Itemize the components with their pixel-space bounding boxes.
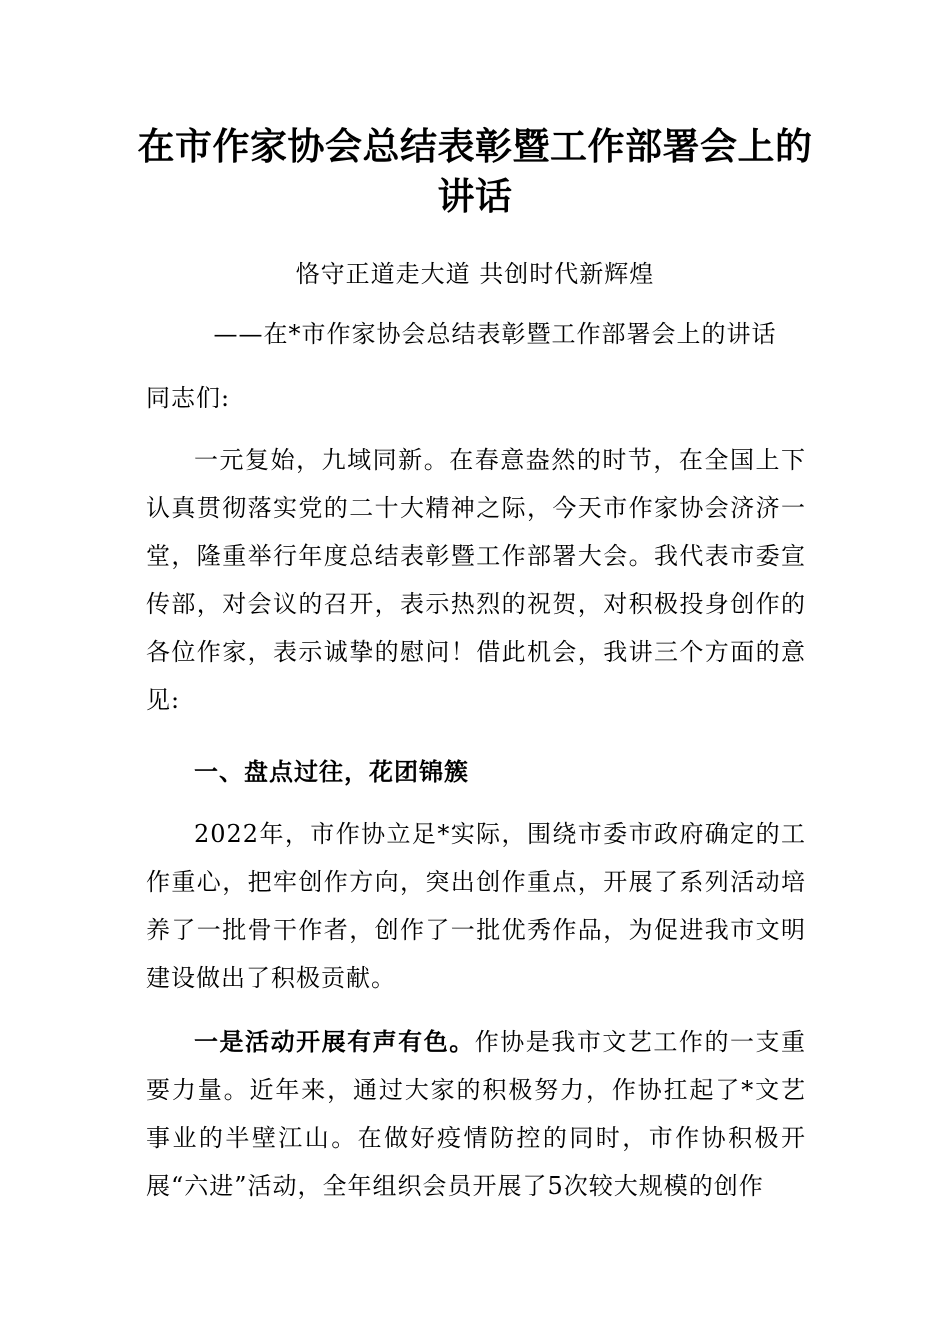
document-subtitle: 恪守正道走大道 共创时代新辉煌 <box>295 260 655 288</box>
salutation: 同志们: <box>146 384 231 412</box>
intro-paragraph: 一元复始，九域同新。在春意盎然的时节，在全国上下认真贯彻落实党的二十大精神之际，今天市作家协会济济一堂，隆重举行年度总结表彰暨工作部署大会。我代表市委宣传部，对会议的召开，表示热烈的祝贺，对积极投身创作的各位作家，表示诚挚的慰问！借此机会，我讲三个方面的意见: <box>146 446 806 714</box>
point1-paragraph <box>146 1018 806 1210</box>
point1-lead: 一是活动开展有声有色。 <box>194 1028 475 1056</box>
section1-heading: 一、盘点过往，花团锦簇 <box>194 758 469 786</box>
document-subtitle-attribution: ——在*市作家协会总结表彰暨工作部署会上的讲话 <box>213 320 777 348</box>
point1-body: 作协是我市文艺工作的一支重要力量。近年来，通过大家的积极努力，作协扛起了*文艺事业的半壁江山。在做好疫情防控的同时，市作协积极开展“六进”活动，全年组织会员开展了5次较大规模的创作 <box>146 1028 807 1200</box>
document-title-line2: 讲话 <box>437 175 513 218</box>
section1-paragraph: 2022年，市作协立足*实际，围绕市委市政府确定的工作重心，把牢创作方向，突出创作重点，开展了系列活动培养了一批骨干作者，创作了一批优秀作品，为促进我市文明建设做出了积极贡献。 <box>146 820 806 992</box>
document-title-line1: 在市作家协会总结表彰暨工作部署会上的 <box>137 125 813 168</box>
